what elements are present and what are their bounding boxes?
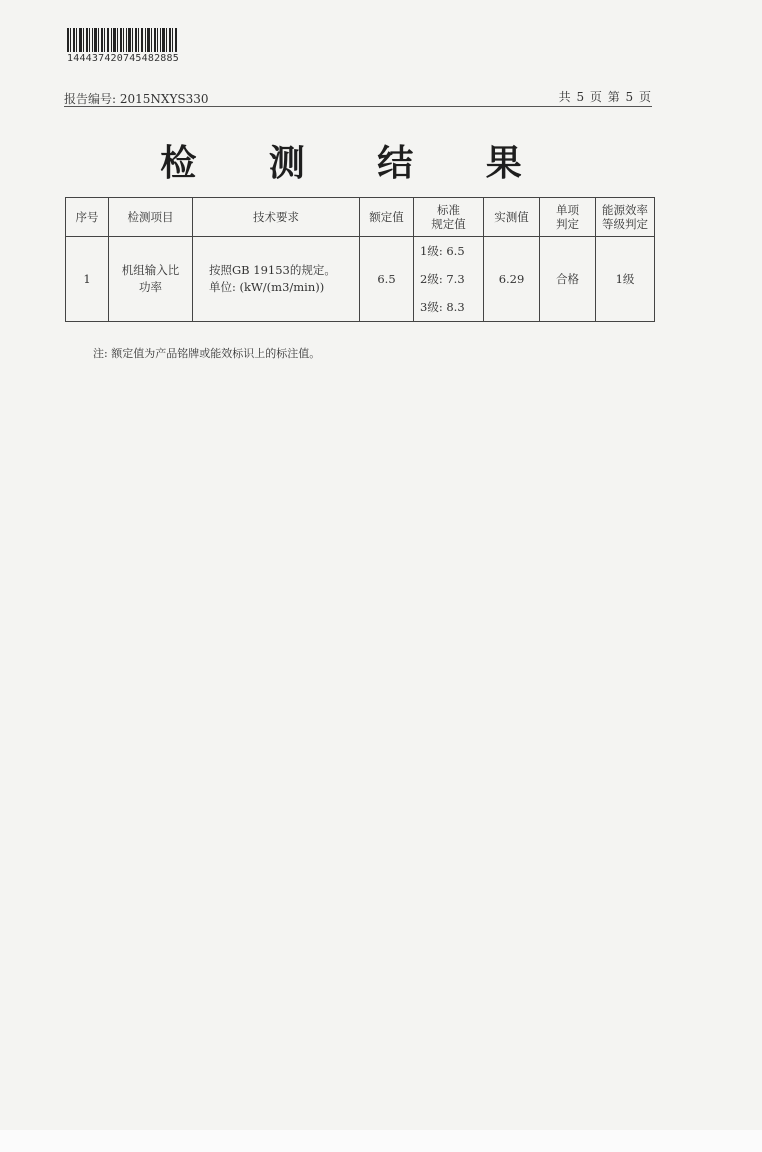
- cell-grade: 1级: [596, 237, 655, 322]
- cell-item: [109, 237, 193, 322]
- report-header: [64, 88, 652, 107]
- standard-grade-3: 3级: 8.3: [420, 300, 465, 314]
- footnote: 注: 额定值为产品铭牌或能效标识上的标注值。: [93, 347, 321, 360]
- header-judgement: [540, 198, 596, 237]
- header-item: 检测项目: [109, 198, 193, 237]
- barcode: [67, 28, 179, 64]
- page-count: 共 5 页 第 5 页: [558, 90, 652, 104]
- header-standard-line2: 规定值: [431, 217, 466, 231]
- cell-standard: [414, 237, 484, 322]
- scan-edge: [0, 1130, 762, 1152]
- header-grade-line2: 等级判定: [602, 217, 648, 231]
- header-standard-line1: 标准: [437, 203, 460, 217]
- header-judgement-line2: 判定: [556, 217, 579, 231]
- cell-requirement: [193, 237, 360, 322]
- standard-grade-2: 2级: 7.3: [420, 272, 465, 286]
- cell-requirement-line2: 单位: (kW/(m3/min)): [209, 280, 325, 294]
- header-grade: [596, 198, 655, 237]
- page-title: 检 测 结 果: [160, 143, 552, 184]
- cell-seq: 1: [66, 237, 109, 322]
- barcode-number: 1444374207454828​85: [67, 53, 179, 64]
- results-table: [65, 197, 655, 322]
- header-rated: 额定值: [360, 198, 414, 237]
- table-row: [66, 237, 655, 322]
- header-measured: 实测值: [484, 198, 540, 237]
- standard-grade-1: 1级: 6.5: [420, 244, 465, 258]
- cell-requirement-line1: 按照GB 19153的规定。: [209, 263, 336, 277]
- header-standard: [414, 198, 484, 237]
- header-judgement-line1: 单项: [556, 203, 579, 217]
- table-header-row: [66, 198, 655, 237]
- header-seq: 序号: [66, 198, 109, 237]
- report-number: 报告编号: 2015NXYS330: [64, 92, 209, 106]
- cell-judgement: 合格: [540, 237, 596, 322]
- header-grade-line1: 能源效率: [602, 203, 648, 217]
- cell-rated: 6.5: [360, 237, 414, 322]
- header-requirement: 技术要求: [193, 198, 360, 237]
- cell-item-line1: 机组输入比: [121, 263, 180, 277]
- cell-item-line2: 功率: [139, 280, 162, 294]
- barcode-icon: [67, 28, 177, 52]
- cell-measured: 6.29: [484, 237, 540, 322]
